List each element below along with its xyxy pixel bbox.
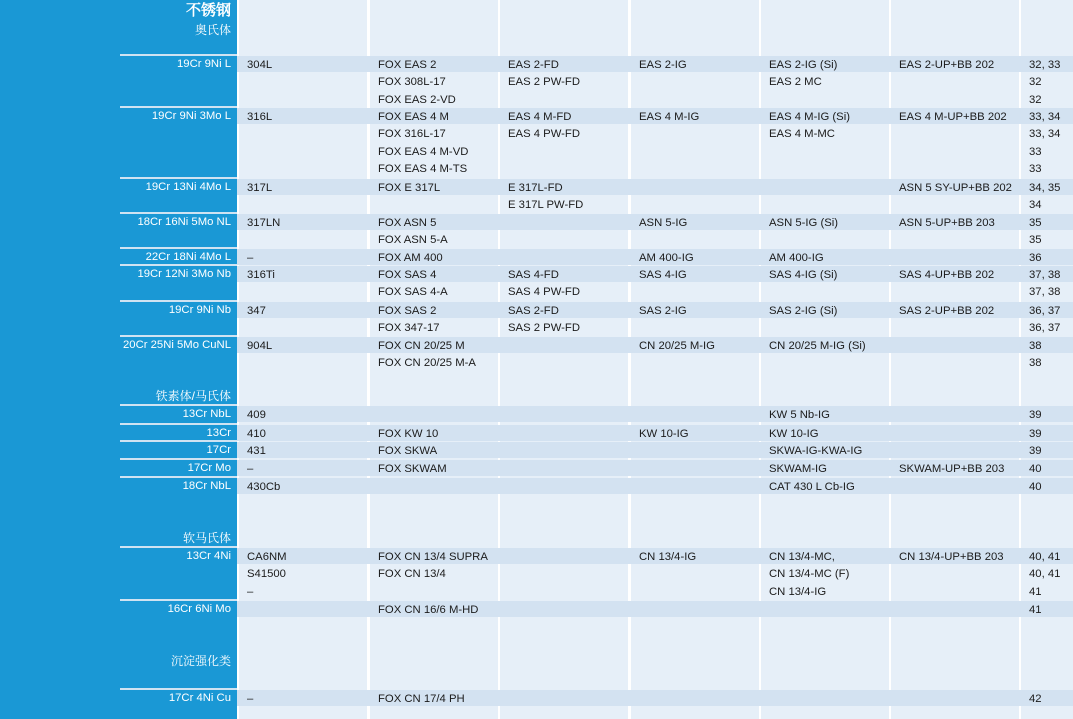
page-cell: 33 bbox=[1029, 163, 1042, 175]
flux-cored-cell: EAS 4 PW-FD bbox=[508, 128, 580, 140]
saw-cell: EAS 4 M-UP+BB 202 bbox=[899, 110, 1007, 123]
flux-cored-cell: SAS 2 PW-FD bbox=[508, 322, 580, 334]
electrode-cell: FOX CN 13/4 bbox=[378, 568, 446, 580]
page-cell: 36, 37 bbox=[1029, 322, 1061, 334]
material-cell: 316L bbox=[247, 110, 273, 123]
saw-cell: SKWAM-UP+BB 203 bbox=[899, 462, 1005, 475]
material-cell: – bbox=[247, 585, 254, 598]
alloy-label: 16Cr 6Ni Mo bbox=[167, 603, 231, 615]
alloy-label: 19Cr 9Ni 3Mo L bbox=[151, 110, 231, 122]
electrode-cell: FOX KW 10 bbox=[378, 427, 439, 440]
page-cell: 33, 34 bbox=[1029, 128, 1061, 140]
row-stripe bbox=[237, 442, 1073, 458]
row-stripe bbox=[237, 690, 1073, 706]
material-cell: S41500 bbox=[247, 568, 286, 580]
gmaw-cell: SAS 4-IG (Si) bbox=[769, 268, 838, 281]
alloy-label: 19Cr 13Ni 4Mo L bbox=[145, 181, 231, 193]
page-cell: 35 bbox=[1029, 234, 1042, 246]
electrode-cell: FOX EAS 4 M-TS bbox=[378, 163, 468, 175]
material-cell: 317LN bbox=[247, 216, 281, 229]
page-cell: 33, 34 bbox=[1029, 110, 1061, 123]
page-cell: 34, 35 bbox=[1029, 181, 1061, 194]
page-cell: 39 bbox=[1029, 427, 1042, 440]
electrode-cell: FOX E 317L bbox=[378, 181, 441, 194]
flux-cored-cell: SAS 4 PW-FD bbox=[508, 286, 580, 298]
alloy-label: 13Cr 4Ni bbox=[186, 550, 231, 562]
gmaw-cell: SKWAM-IG bbox=[769, 462, 827, 475]
gmaw-cell: ASN 5-IG (Si) bbox=[769, 216, 839, 229]
alloy-label: 22Cr 18Ni 4Mo L bbox=[145, 251, 231, 263]
gmaw-cell: CN 13/4-IG bbox=[769, 585, 827, 598]
electrode-cell: FOX AM 400 bbox=[378, 251, 443, 264]
alloy-label: 19Cr 9Ni L bbox=[177, 58, 231, 70]
gmaw-cell: CN 13/4-MC (F) bbox=[769, 568, 850, 580]
alloy-label: 17Cr Mo bbox=[187, 462, 231, 474]
alloy-label: 19Cr 12Ni 3Mo Nb bbox=[137, 268, 231, 280]
saw-cell: SAS 4-UP+BB 202 bbox=[899, 268, 995, 281]
saw-cell: ASN 5-UP+BB 203 bbox=[899, 216, 995, 229]
gmaw-cell: AM 400-IG bbox=[769, 251, 824, 264]
page-cell: 36, 37 bbox=[1029, 304, 1061, 317]
flux-cored-cell: EAS 2 PW-FD bbox=[508, 76, 580, 88]
gmaw-cell: CAT 430 L Cb-IG bbox=[769, 480, 855, 493]
material-cell: 304L bbox=[247, 58, 273, 71]
flux-cored-cell: SAS 4-FD bbox=[508, 268, 559, 281]
page-cell: 37, 38 bbox=[1029, 268, 1061, 281]
material-cell: CA6NM bbox=[247, 550, 287, 563]
gmaw-cell: SKWA-IG-KWA-IG bbox=[769, 444, 863, 457]
alloy-label: 19Cr 9Ni Nb bbox=[168, 304, 231, 316]
gmaw-cell: CN 20/25 M-IG (Si) bbox=[769, 339, 866, 352]
page-cell: 37, 38 bbox=[1029, 286, 1061, 298]
alloy-label: 18Cr 16Ni 5Mo NL bbox=[137, 216, 231, 228]
page-cell: 40 bbox=[1029, 462, 1042, 475]
material-cell: 430Cb bbox=[247, 480, 281, 493]
page-cell: 32 bbox=[1029, 76, 1042, 88]
electrode-cell: FOX 316L-17 bbox=[378, 128, 446, 140]
row-stripe bbox=[237, 406, 1073, 422]
material-cell: 410 bbox=[247, 427, 266, 440]
section-heading: 沉淀强化类 bbox=[170, 654, 231, 668]
electrode-cell: FOX EAS 2-VD bbox=[378, 93, 456, 106]
page-cell: 32 bbox=[1029, 93, 1042, 106]
page-cell: 33 bbox=[1029, 145, 1042, 158]
page-cell: 39 bbox=[1029, 408, 1042, 421]
material-cell: 347 bbox=[247, 304, 266, 317]
alloy-label: 13Cr NbL bbox=[182, 408, 231, 420]
page-cell: 34 bbox=[1029, 199, 1042, 211]
page-title: 不锈钢 bbox=[185, 2, 231, 19]
page-cell: 38 bbox=[1029, 339, 1042, 352]
flux-cored-cell: E 317L-FD bbox=[508, 181, 563, 194]
alloy-label: 17Cr bbox=[206, 444, 231, 456]
electrode-cell: FOX SAS 4-A bbox=[378, 286, 448, 298]
row-stripe bbox=[237, 478, 1073, 494]
page-cell: 36 bbox=[1029, 251, 1042, 264]
gmaw-cell: KW 5 Nb-IG bbox=[769, 408, 830, 421]
gmaw-cell: EAS 4 M-IG (Si) bbox=[769, 110, 850, 123]
page-cell: 35 bbox=[1029, 216, 1042, 229]
page-cell: 32, 33 bbox=[1029, 58, 1061, 71]
electrode-cell: FOX SKWA bbox=[378, 444, 438, 457]
gtaw-cell: ASN 5-IG bbox=[639, 216, 688, 229]
electrode-cell: FOX CN 20/25 M bbox=[378, 339, 465, 352]
gmaw-cell: KW 10-IG bbox=[769, 427, 819, 440]
page-cell: 41 bbox=[1029, 603, 1042, 616]
flux-cored-cell: E 317L PW-FD bbox=[508, 199, 584, 211]
gtaw-cell: CN 13/4-IG bbox=[639, 550, 697, 563]
page-cell: 40, 41 bbox=[1029, 568, 1061, 580]
gtaw-cell: SAS 4-IG bbox=[639, 268, 687, 281]
electrode-cell: FOX SAS 2 bbox=[378, 304, 437, 317]
material-cell: – bbox=[247, 462, 254, 475]
page-subtitle: 奥氏体 bbox=[194, 23, 231, 37]
electrode-cell: FOX CN 16/6 M-HD bbox=[378, 603, 479, 616]
gtaw-cell: EAS 4 M-IG bbox=[639, 110, 700, 123]
page-cell: 42 bbox=[1029, 692, 1042, 705]
page-cell: 40, 41 bbox=[1029, 550, 1061, 563]
electrode-cell: FOX CN 13/4 SUPRA bbox=[378, 550, 488, 563]
material-cell: 904L bbox=[247, 339, 273, 352]
material-cell: 431 bbox=[247, 444, 266, 457]
electrode-cell: FOX ASN 5-A bbox=[378, 234, 448, 246]
electrode-cell: FOX EAS 2 bbox=[378, 58, 437, 71]
gtaw-cell: EAS 2-IG bbox=[639, 58, 687, 71]
alloy-label: 13Cr bbox=[206, 427, 231, 439]
material-cell: 317L bbox=[247, 181, 273, 194]
electrode-cell: FOX CN 17/4 PH bbox=[378, 692, 465, 705]
material-cell: – bbox=[247, 692, 254, 705]
gmaw-cell: CN 13/4-MC, bbox=[769, 550, 835, 563]
section-heading: 铁素体/马氏体 bbox=[155, 389, 231, 403]
page-cell: 40 bbox=[1029, 480, 1042, 493]
alloy-label: 17Cr 4Ni Cu bbox=[168, 692, 231, 704]
electrode-cell: FOX 308L-17 bbox=[378, 76, 446, 88]
electrode-cell: FOX 347-17 bbox=[378, 322, 440, 334]
saw-cell: SAS 2-UP+BB 202 bbox=[899, 304, 995, 317]
electrode-cell: FOX EAS 4 M-VD bbox=[378, 145, 469, 158]
gtaw-cell: KW 10-IG bbox=[639, 427, 689, 440]
saw-cell: EAS 2-UP+BB 202 bbox=[899, 58, 995, 71]
electrode-cell: FOX EAS 4 M bbox=[378, 110, 449, 123]
alloy-label: 20Cr 25Ni 5Mo CuNL bbox=[123, 339, 231, 351]
page-cell: 41 bbox=[1029, 585, 1042, 598]
row-stripe bbox=[237, 601, 1073, 617]
material-cell: 409 bbox=[247, 408, 266, 421]
gtaw-cell: CN 20/25 M-IG bbox=[639, 339, 715, 352]
page-cell: 39 bbox=[1029, 444, 1042, 457]
electrode-cell: FOX SAS 4 bbox=[378, 268, 437, 281]
flux-cored-cell: EAS 4 M-FD bbox=[508, 110, 572, 123]
gmaw-cell: SAS 2-IG (Si) bbox=[769, 304, 838, 317]
material-cell: – bbox=[247, 251, 254, 264]
flux-cored-cell: SAS 2-FD bbox=[508, 304, 559, 317]
page-cell: 38 bbox=[1029, 357, 1042, 369]
gmaw-cell: EAS 2-IG (Si) bbox=[769, 58, 838, 71]
gtaw-cell: AM 400-IG bbox=[639, 251, 694, 264]
flux-cored-cell: EAS 2-FD bbox=[508, 58, 559, 71]
material-cell: 316Ti bbox=[247, 268, 275, 281]
saw-cell: ASN 5 SY-UP+BB 202 bbox=[899, 181, 1012, 194]
gmaw-cell: EAS 4 M-MC bbox=[769, 128, 835, 140]
electrode-cell: FOX SKWAM bbox=[378, 462, 447, 475]
electrode-cell: FOX ASN 5 bbox=[378, 216, 437, 229]
saw-cell: CN 13/4-UP+BB 203 bbox=[899, 550, 1004, 563]
alloy-label: 18Cr NbL bbox=[182, 480, 231, 492]
gmaw-cell: EAS 2 MC bbox=[769, 76, 822, 88]
electrode-cell: FOX CN 20/25 M-A bbox=[378, 357, 476, 369]
gtaw-cell: SAS 2-IG bbox=[639, 304, 687, 317]
section-heading: 软马氏体 bbox=[182, 531, 231, 545]
